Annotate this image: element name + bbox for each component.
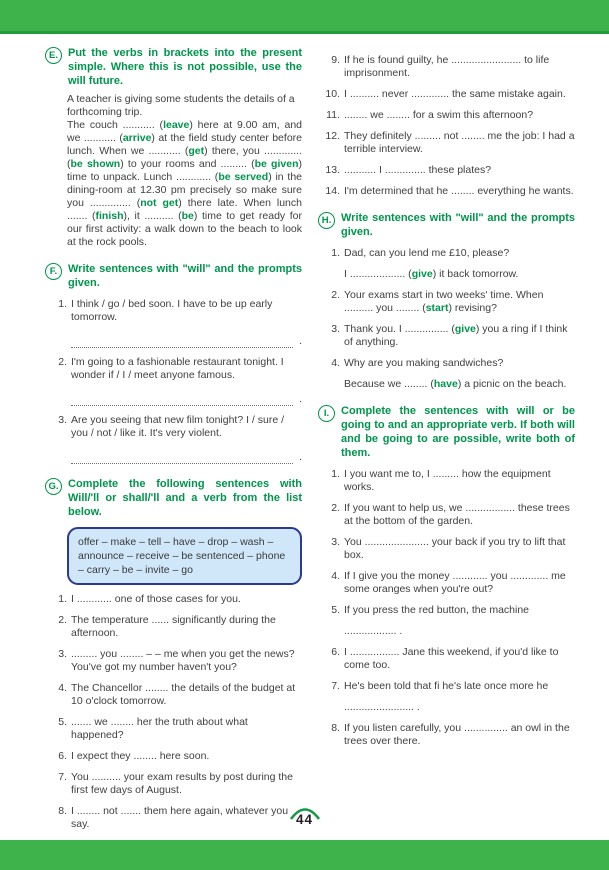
verb-highlight: not get [140, 197, 179, 209]
list-item [325, 130, 575, 156]
item-text [344, 502, 575, 528]
answer-period: . [296, 393, 302, 405]
section-letter-badge: H. [318, 212, 335, 229]
text-segment: ........... I .............. these plates? [344, 164, 492, 176]
list-item [331, 502, 575, 528]
text-segment: ) here at 9.00 am, and we ........... ( [67, 119, 302, 144]
text-segment: I ........ not ....... them here again, whatever you say. [71, 805, 289, 830]
item-number: 1. [331, 247, 340, 259]
section-g-header [45, 477, 302, 519]
item-body [344, 54, 575, 80]
list-item [331, 570, 575, 596]
section-letter-badge: E. [45, 47, 62, 64]
text-segment: Your exams start in two weeks' time. When .......... you ........ ( [344, 289, 544, 314]
page-number: 44 [295, 812, 314, 827]
text-segment: If I give you the money ............ you ............. me some oranges when you're out? [344, 570, 566, 595]
item-body [344, 289, 575, 315]
page-content [0, 34, 609, 831]
list-item [331, 468, 575, 494]
list-item [331, 536, 575, 562]
section-f-items [58, 298, 302, 464]
item-number: 6. [331, 646, 340, 658]
item-body [344, 570, 575, 596]
item-text [344, 323, 575, 349]
item-text [344, 722, 575, 748]
text-segment: You ...................... your back if you try to lift that box. [344, 536, 566, 561]
item-number: 12. [325, 130, 340, 142]
list-item [331, 247, 575, 281]
text-segment: ......... you ........ – – me when you get the news? You've got my number haven't you? [71, 648, 295, 673]
verb-highlight: be shown [70, 158, 121, 170]
section-g-continued [318, 54, 575, 198]
item-text [344, 185, 575, 198]
item-text [344, 680, 575, 693]
item-text [344, 88, 575, 101]
verb-highlight: be served [218, 171, 269, 183]
list-item [331, 357, 575, 391]
text-segment: ....... we ........ her the truth about what happened? [71, 716, 248, 741]
section-e-header [45, 46, 302, 88]
text-segment: I .......... never ............. the same mistake again. [344, 88, 566, 100]
text-segment: You .......... your exam results by post during the first few days of August. [71, 771, 293, 796]
item-text [71, 771, 302, 797]
item-body [344, 164, 575, 177]
verb-list-box: offer – make – tell – have – drop – wash – announce – receive – be sentenced – phone – carry – be – invite – go [67, 527, 302, 585]
item-number: 8. [58, 805, 67, 817]
verb-highlight: finish [95, 210, 124, 222]
item-text [344, 536, 575, 562]
item-body [71, 682, 302, 708]
item-text [344, 604, 575, 617]
item-text [344, 378, 575, 391]
list-item [331, 722, 575, 748]
answer-dots [71, 338, 293, 348]
text-segment: ) revising? [448, 302, 497, 314]
text-segment: Are you seeing that new film tonight? I / sure / you / not / like it. It's very violent. [71, 414, 285, 439]
item-text [344, 130, 575, 156]
item-text [344, 625, 575, 638]
item-body [71, 648, 302, 674]
item-number: 2. [58, 614, 67, 626]
section-h-header [318, 211, 575, 239]
section-title: Put the verbs in brackets into the present simple. Where this is not possible, use the will future. [68, 47, 302, 87]
item-number: 3. [331, 323, 340, 335]
verb-highlight: leave [163, 119, 190, 131]
item-number: 5. [331, 604, 340, 616]
item-text [344, 570, 575, 596]
verb-highlight: be [181, 210, 194, 222]
list-item [325, 185, 575, 198]
left-column [45, 46, 302, 831]
item-text [71, 298, 302, 324]
verb-highlight: get [188, 145, 205, 157]
item-number: 13. [325, 164, 340, 176]
section-g [45, 477, 302, 831]
item-body [71, 414, 302, 464]
page-footer [0, 807, 609, 837]
item-text [344, 54, 575, 80]
item-number: 1. [58, 298, 67, 310]
section-f [45, 262, 302, 464]
item-number: 10. [325, 88, 340, 100]
answer-line [71, 393, 302, 406]
text-segment: The temperature ...... significantly during the afternoon. [71, 614, 276, 639]
list-item [58, 356, 302, 406]
item-number: 4. [58, 682, 67, 694]
item-number: 2. [331, 502, 340, 514]
item-text [71, 682, 302, 708]
item-text [344, 164, 575, 177]
section-h [318, 211, 575, 391]
item-text [71, 414, 302, 440]
section-f-header [45, 262, 302, 290]
item-text [71, 648, 302, 674]
text-segment: I ................. Jane this weekend, if you'd like to come too. [344, 646, 559, 671]
list-item [58, 682, 302, 708]
item-text [344, 268, 575, 281]
answer-dots [71, 454, 293, 464]
item-text [344, 468, 575, 494]
text-segment: ) it back tomorrow. [432, 268, 519, 280]
text-segment: ) there late. When lunch ....... ( [67, 197, 302, 222]
text-segment: I ................... ( [344, 268, 412, 280]
item-number: 3. [58, 414, 67, 426]
item-number: 2. [58, 356, 67, 368]
answer-dots [71, 396, 293, 406]
section-g-items-left [58, 593, 302, 831]
item-number: 7. [331, 680, 340, 692]
text-segment: If you press the red button, the machine [344, 604, 530, 616]
item-number: 11. [326, 109, 340, 121]
list-item [58, 648, 302, 674]
item-body [71, 771, 302, 797]
text-segment: I think / go / bed soon. I have to be up early tomorrow. [71, 298, 273, 323]
item-text [344, 701, 575, 714]
item-number: 6. [58, 750, 67, 762]
list-item [58, 593, 302, 606]
answer-period: . [296, 451, 302, 463]
item-body [71, 593, 302, 606]
text-segment: I'm going to a fashionable restaurant tonight. I wonder if / I / meet anyone famous. [71, 356, 284, 381]
section-e [45, 46, 302, 249]
list-item [325, 164, 575, 177]
text-segment: ) to your rooms and ......... ( [120, 158, 255, 170]
text-segment: ) a picnic on the beach. [457, 378, 567, 390]
text-segment: ) in the dining-room at 12.30 pm precisely so make sure you .............. ( [67, 171, 302, 209]
right-column [318, 46, 575, 831]
item-number: 2. [331, 289, 340, 301]
item-text [71, 614, 302, 640]
section-g-body [58, 527, 302, 831]
item-text [71, 593, 302, 606]
item-body [344, 185, 575, 198]
list-item [331, 54, 575, 80]
section-g-items-right [325, 54, 575, 198]
item-text [71, 356, 302, 382]
item-body [344, 130, 575, 156]
item-number: 1. [331, 468, 340, 480]
item-number: 8. [331, 722, 340, 734]
text-segment: Because we ........ ( [344, 378, 434, 390]
list-item [58, 414, 302, 464]
item-body [344, 109, 575, 122]
section-h-items [331, 247, 575, 391]
item-number: 3. [331, 536, 340, 548]
text-segment: Dad, can you lend me £10, please? [344, 247, 510, 259]
item-text [71, 750, 302, 763]
item-number: 4. [331, 357, 340, 369]
list-item [58, 750, 302, 763]
section-title: Complete the following sentences with Will/'ll or shall/'ll and a verb from the list below. [68, 478, 302, 518]
item-body [344, 323, 575, 349]
text-segment: He's been told that fi he's late once more he [344, 680, 549, 692]
item-number: 4. [331, 570, 340, 582]
section-letter-badge: F. [45, 263, 62, 280]
text-segment: Why are you making sandwiches? [344, 357, 504, 369]
item-number: 5. [58, 716, 67, 728]
text-segment: ........................ . [344, 701, 420, 713]
section-title: Complete the sentences with will or be going to and an appropriate verb. If both will and be going to are possible, write both of them. [341, 405, 575, 459]
item-body [344, 722, 575, 748]
section-title: Write sentences with "will" and the prompts given. [68, 263, 302, 289]
item-body [71, 356, 302, 406]
cloze-passage [67, 119, 302, 249]
verb-highlight: be given [254, 158, 299, 170]
text-segment: ) at the field study center before lunch. When we ........... ( [67, 132, 302, 157]
item-body [71, 716, 302, 742]
section-e-body [67, 93, 302, 249]
item-body [344, 646, 575, 672]
section-title: Write sentences with "will" and the prompts given. [341, 212, 575, 238]
item-text [344, 357, 575, 370]
item-body [71, 298, 302, 348]
list-item [58, 716, 302, 742]
list-item [331, 604, 575, 638]
list-item [331, 646, 575, 672]
text-segment: ) there, you ............. ( [67, 145, 302, 170]
item-body [344, 680, 575, 714]
text-segment: ) time to get ready for our first activity: a walk down to the beach to look at the rock pools. [67, 210, 302, 248]
item-number: 3. [58, 648, 67, 660]
item-number: 7. [58, 771, 67, 783]
section-i [318, 404, 575, 748]
item-body [344, 247, 575, 281]
verb-highlight: give [454, 323, 476, 335]
text-segment: If you listen carefully, you ............... an owl in the trees over there. [344, 722, 570, 747]
list-item [331, 323, 575, 349]
text-segment: I ............ one of those cases for you. [71, 593, 241, 605]
item-text [344, 646, 575, 672]
section-letter-badge: G. [45, 478, 62, 495]
item-number: 9. [331, 54, 340, 66]
text-segment: ), it .......... ( [123, 210, 182, 222]
text-segment: .................. . [344, 625, 403, 637]
text-segment: ........ we ........ for a swim this afternoon? [344, 109, 534, 121]
top-border-bar [0, 0, 609, 34]
list-item [331, 680, 575, 714]
text-segment: ) time to unpack. Lunch ............ ( [67, 158, 302, 183]
section-i-items [331, 468, 575, 748]
item-text [71, 716, 302, 742]
section-letter-badge: I. [318, 405, 335, 422]
list-item [331, 289, 575, 315]
list-item [325, 88, 575, 101]
verb-highlight: start [425, 302, 449, 314]
text-segment: I expect they ........ here soon. [71, 750, 210, 762]
text-segment: Thank you. I ............... ( [344, 323, 455, 335]
list-item [326, 109, 575, 122]
item-body [344, 357, 575, 391]
item-body [71, 614, 302, 640]
item-text [344, 289, 575, 315]
item-body [344, 88, 575, 101]
item-body [344, 468, 575, 494]
item-body [344, 502, 575, 528]
answer-line [71, 451, 302, 464]
bottom-border-bar [0, 840, 609, 870]
text-segment: ) you a ring if I think of anything. [344, 323, 568, 348]
text-segment: If he is found guilty, he ........................ to life imprisonment. [344, 54, 550, 79]
item-number: 14. [325, 185, 340, 197]
text-segment: The Chancellor ........ the details of the budget at 10 o'clock tomorrow. [71, 682, 296, 707]
item-body [71, 750, 302, 763]
item-text [344, 109, 575, 122]
text-segment: The couch ........... ( [67, 119, 164, 131]
item-number: 1. [58, 593, 67, 605]
exercise-intro: A teacher is giving some students the details of a forthcoming trip. [67, 93, 295, 118]
list-item [58, 614, 302, 640]
list-item [58, 298, 302, 348]
item-body [344, 604, 575, 638]
verb-highlight: have [433, 378, 458, 390]
item-text [344, 247, 575, 260]
text-segment: I you want me to, I ......... how the equipment works. [344, 468, 551, 493]
verb-highlight: give [411, 268, 433, 280]
verb-highlight: arrive [122, 132, 152, 144]
text-segment: They definitely ......... not ........ me the job: I had a terrible interview. [344, 130, 575, 155]
text-segment: If you want to help us, we ................. these trees at the bottom of the garden. [344, 502, 570, 527]
list-item [58, 771, 302, 797]
answer-period: . [296, 335, 302, 347]
section-i-header [318, 404, 575, 460]
text-segment: I'm determined that he ........ everything he wants. [344, 185, 574, 197]
answer-line [71, 335, 302, 348]
item-body [344, 536, 575, 562]
